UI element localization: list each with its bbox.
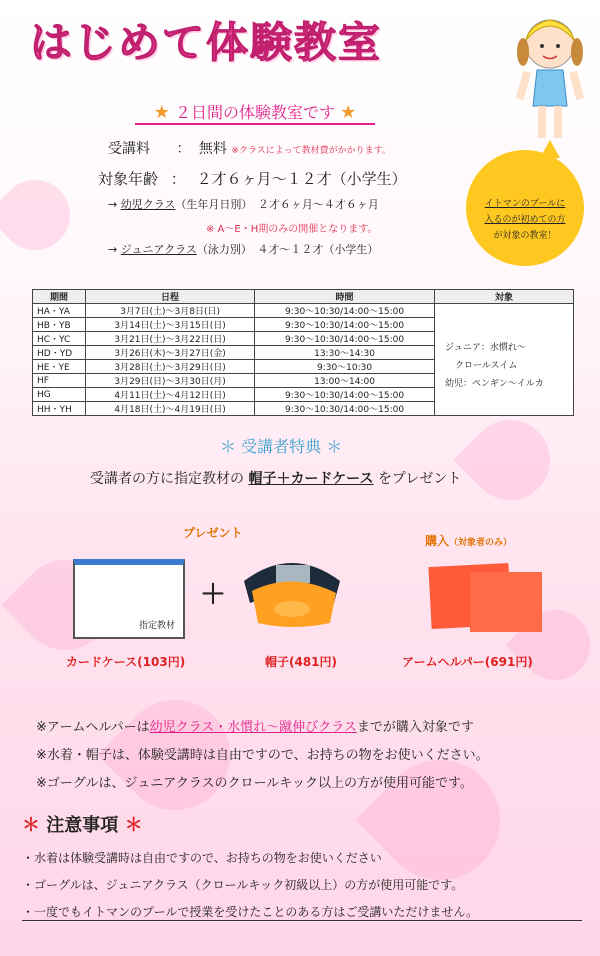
table-cell: 3月21日(土)〜3月22日(日) xyxy=(86,332,255,346)
benefit-title-text: 受講者特典 xyxy=(241,437,322,456)
purchase-label xyxy=(425,532,512,549)
plus-icon: ＋ xyxy=(200,580,227,610)
subtitle-text: ２日間の体験教室です xyxy=(174,103,335,122)
bubble-text xyxy=(470,196,580,244)
table-cell: 3月29日(日)〜3月30日(月) xyxy=(86,374,255,388)
star-icon: ★ xyxy=(153,102,170,123)
column-header: 日程 xyxy=(86,290,255,304)
schedule-table xyxy=(32,289,574,416)
table-cell: 4月18日(土)〜4月19日(日) xyxy=(86,402,255,416)
asterisk-icon: ＊ xyxy=(124,815,143,836)
asterisk-icon: ＊ xyxy=(326,437,343,456)
class-detail: （生年月日別） ２才６ヶ月〜４才６ヶ月 xyxy=(175,198,379,211)
petal-decoration xyxy=(453,403,566,516)
table-row xyxy=(33,304,574,318)
caution-item: ・ゴーグルは、ジュニアクラス（クロールキック初級以上）の方が使用可能です。 xyxy=(22,878,464,892)
class-note: ※ A〜E・H期のみの開催となります。 xyxy=(206,224,378,235)
benefit-text xyxy=(90,468,461,488)
benefit-items: 帽子＋カードケース xyxy=(248,471,374,487)
column-header: 期間 xyxy=(33,290,86,304)
arrow-icon: → xyxy=(108,243,118,256)
class-detail: （泳力別） ４才〜１２才（小学生） xyxy=(196,243,379,256)
table-cell: 9:30〜10:30/14:00〜15:00 xyxy=(255,402,435,416)
table-cell: 3月28日(土)〜3月29日(日) xyxy=(86,360,255,374)
table-cell: HF xyxy=(33,374,86,388)
target-cell xyxy=(435,318,574,416)
purchase-label-text: 購入 xyxy=(425,534,450,548)
table-cell: 3月7日(土)〜3月8日(日) xyxy=(86,304,255,318)
arm-helper-image xyxy=(470,572,542,632)
page-title: はじめて体験教室 xyxy=(30,18,383,67)
fee-row xyxy=(108,138,391,158)
present-label: プレゼント xyxy=(183,526,243,540)
target-line: クロールスイム xyxy=(455,361,518,372)
table-cell: HA・YA xyxy=(33,304,86,318)
table-cell: 3月14日(土)〜3月15日(日) xyxy=(86,318,255,332)
table-cell: 9:30〜10:30 xyxy=(255,360,435,374)
table-cell: HE・YE xyxy=(33,360,86,374)
caution-title-text: 注意事項 xyxy=(46,815,119,836)
age-row xyxy=(98,168,407,189)
bubble-line: 入るのが初めての方 xyxy=(484,215,566,225)
purchase-sub: （対象者のみ） xyxy=(449,538,513,548)
bubble-line: が対象の教室！ xyxy=(493,231,557,241)
bubble-line: イトマンのプールに xyxy=(484,199,566,209)
table-cell xyxy=(435,304,574,318)
table-cell: HD・YD xyxy=(33,346,86,360)
asterisk-icon: ＊ xyxy=(220,437,237,456)
note-text: ※アームヘルパーは xyxy=(36,720,150,735)
table-cell: 9:30〜10:30/14:00〜15:00 xyxy=(255,388,435,402)
product-arm-helper: アームヘルパー(691円) xyxy=(402,655,533,669)
class-item xyxy=(108,196,379,212)
caution-title xyxy=(22,811,143,837)
benefit-suffix: をプレゼント xyxy=(377,471,462,487)
table-cell: 13:30〜14:30 xyxy=(255,346,435,360)
petal-decoration xyxy=(0,166,84,265)
class-name: 幼児クラス xyxy=(120,198,176,211)
table-cell: 3月26日(木)〜3月27日(金) xyxy=(86,346,255,360)
note-highlight: 幼児クラス・水慣れ〜蹴伸びクラス xyxy=(149,720,357,735)
table-cell: 4月11日(土)〜4月12日(日) xyxy=(86,388,255,402)
table-header-row xyxy=(33,290,574,304)
colon: ： xyxy=(170,170,186,188)
note-line xyxy=(36,716,474,735)
star-icon: ★ xyxy=(340,102,357,123)
table-row xyxy=(33,318,574,332)
card-case-image xyxy=(73,559,185,639)
swimmer-girl-illustration xyxy=(505,6,595,146)
table-cell: 13:00〜14:00 xyxy=(255,374,435,388)
age-value: ２才６ヶ月〜１２才（小学生） xyxy=(196,170,407,188)
table-cell: 9:30〜10:30/14:00〜15:00 xyxy=(255,318,435,332)
table-cell: 9:30〜10:30/14:00〜15:00 xyxy=(255,332,435,346)
caution-item: ・水着は体験受講時は自由ですので、お持ちの物をお使いください xyxy=(22,851,382,865)
swim-cap-image xyxy=(238,551,346,631)
table-cell: HB・YB xyxy=(33,318,86,332)
table-cell: HC・YC xyxy=(33,332,86,346)
fee-note: ※クラスによって教材費がかかります。 xyxy=(231,146,391,156)
target-line: 幼児：ペンギン〜イルカ xyxy=(445,379,544,390)
card-inner-label: 指定教材 xyxy=(138,621,175,631)
note-line: ※水着・帽子は、体験受講時は自由ですので、お持ちの物をお使いください。 xyxy=(36,748,489,763)
table-cell: 9:30〜10:30/14:00〜15:00 xyxy=(255,304,435,318)
column-header: 時間 xyxy=(255,290,435,304)
class-name: ジュニアクラス xyxy=(120,243,197,256)
asterisk-icon: ＊ xyxy=(22,815,40,836)
note-text: までが購入対象です xyxy=(356,720,474,735)
arrow-icon: → xyxy=(108,198,118,211)
benefit-prefix: 受講者の方に指定教材の xyxy=(90,471,244,487)
note-line: ※ゴーグルは、ジュニアクラスのクロールキック以上の方が使用可能です。 xyxy=(36,776,473,791)
product-cap: 帽子(481円) xyxy=(265,655,338,669)
fee-label: 受講料 xyxy=(108,141,150,157)
column-header: 対象 xyxy=(435,290,574,304)
product-card-case: カードケース(103円) xyxy=(66,655,186,669)
age-label: 対象年齢 xyxy=(98,170,159,188)
table-cell: HH・YH xyxy=(33,402,86,416)
class-item xyxy=(108,241,378,257)
fee-value: 無料 xyxy=(198,141,227,157)
table-cell: HG xyxy=(33,388,86,402)
caution-item: ・一度でもイトマンのプールで授業を受けたことのある方はご受講いただけません。 xyxy=(22,903,582,921)
target-line: ジュニア：水慣れ〜 xyxy=(445,343,526,354)
subtitle xyxy=(135,100,375,125)
benefit-title xyxy=(220,434,342,457)
colon: ： xyxy=(176,141,191,157)
